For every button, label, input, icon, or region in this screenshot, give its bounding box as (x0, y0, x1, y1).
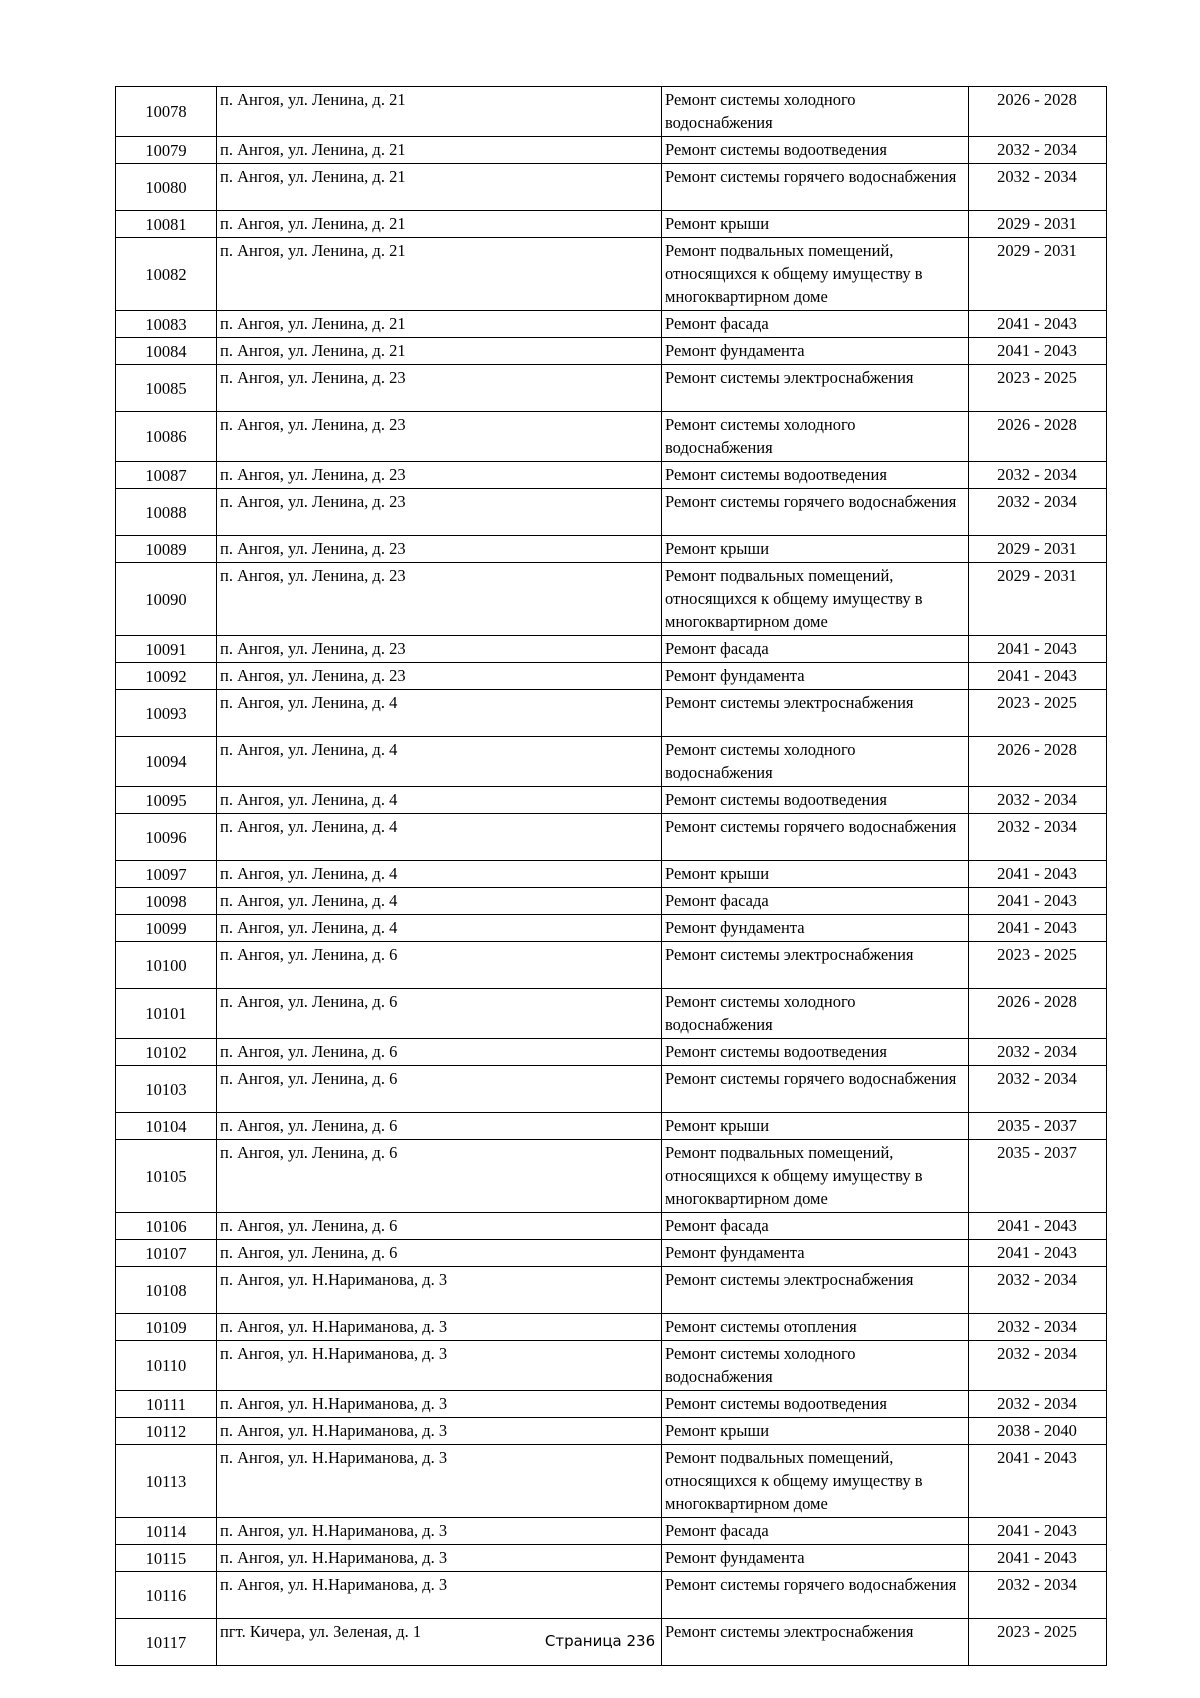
table-row (116, 1140, 1107, 1213)
table-row (116, 462, 1107, 489)
address-cell: п. Ангоя, ул. Ленина, д. 4 (217, 861, 662, 888)
address-cell: п. Ангоя, ул. Ленина, д. 4 (217, 690, 662, 737)
page-number: Страница 236 (544, 1632, 656, 1650)
work-type-cell: Ремонт подвальных помещений, относящихся к общему имуществу в многоквартирном доме (662, 563, 969, 636)
row-number: 10102 (116, 1039, 217, 1066)
work-type-cell: Ремонт крыши (662, 1113, 969, 1140)
row-number: 10082 (116, 238, 217, 311)
period-cell: 2032 - 2034 (969, 1066, 1107, 1113)
work-type-cell: Ремонт системы холодного водоснабжения (662, 737, 969, 787)
row-number: 10106 (116, 1213, 217, 1240)
work-type-cell: Ремонт фасада (662, 636, 969, 663)
period-cell: 2041 - 2043 (969, 888, 1107, 915)
period-cell: 2026 - 2028 (969, 412, 1107, 462)
period-cell: 2029 - 2031 (969, 536, 1107, 563)
table-row (116, 1418, 1107, 1445)
table-row (116, 814, 1107, 861)
address-cell: п. Ангоя, ул. Ленина, д. 23 (217, 663, 662, 690)
row-number: 10115 (116, 1545, 217, 1572)
address-cell: п. Ангоя, ул. Ленина, д. 6 (217, 1113, 662, 1140)
row-number: 10112 (116, 1418, 217, 1445)
work-type-cell: Ремонт системы электроснабжения (662, 1267, 969, 1314)
period-cell: 2032 - 2034 (969, 1314, 1107, 1341)
table-row (116, 1518, 1107, 1545)
row-number: 10098 (116, 888, 217, 915)
address-cell: п. Ангоя, ул. Ленина, д. 23 (217, 489, 662, 536)
address-cell: п. Ангоя, ул. Ленина, д. 21 (217, 338, 662, 365)
table-row (116, 1039, 1107, 1066)
row-number: 10094 (116, 737, 217, 787)
table-row (116, 1545, 1107, 1572)
address-cell: п. Ангоя, ул. Ленина, д. 4 (217, 814, 662, 861)
table-row (116, 1445, 1107, 1518)
row-number: 10078 (116, 87, 217, 137)
row-number: 10095 (116, 787, 217, 814)
table-row (116, 861, 1107, 888)
table-row (116, 87, 1107, 137)
period-cell: 2041 - 2043 (969, 1213, 1107, 1240)
table-row (116, 1267, 1107, 1314)
work-type-cell: Ремонт системы электроснабжения (662, 942, 969, 989)
row-number: 10111 (116, 1391, 217, 1418)
address-cell: п. Ангоя, ул. Ленина, д. 21 (217, 87, 662, 137)
work-type-cell: Ремонт системы электроснабжения (662, 690, 969, 737)
address-cell: п. Ангоя, ул. Ленина, д. 21 (217, 311, 662, 338)
table-row (116, 1341, 1107, 1391)
address-cell: п. Ангоя, ул. Ленина, д. 21 (217, 211, 662, 238)
address-cell: п. Ангоя, ул. Ленина, д. 6 (217, 1213, 662, 1240)
table-row (116, 888, 1107, 915)
row-number: 10091 (116, 636, 217, 663)
work-type-cell: Ремонт фасада (662, 1518, 969, 1545)
row-number: 10079 (116, 137, 217, 164)
work-type-cell: Ремонт системы водоотведения (662, 137, 969, 164)
row-number: 10087 (116, 462, 217, 489)
row-number: 10103 (116, 1066, 217, 1113)
period-cell: 2041 - 2043 (969, 1445, 1107, 1518)
work-type-cell: Ремонт фасада (662, 888, 969, 915)
work-type-cell: Ремонт подвальных помещений, относящихся к общему имуществу в многоквартирном доме (662, 1140, 969, 1213)
work-type-cell: Ремонт фундамента (662, 1240, 969, 1267)
work-type-cell: Ремонт подвальных помещений, относящихся к общему имуществу в многоквартирном доме (662, 1445, 969, 1518)
row-number: 10081 (116, 211, 217, 238)
row-number: 10104 (116, 1113, 217, 1140)
row-number: 10092 (116, 663, 217, 690)
row-number: 10101 (116, 989, 217, 1039)
period-cell: 2041 - 2043 (969, 311, 1107, 338)
work-type-cell: Ремонт фундамента (662, 663, 969, 690)
row-number: 10117 (116, 1619, 217, 1666)
row-number: 10090 (116, 563, 217, 636)
table-row (116, 915, 1107, 942)
work-type-cell: Ремонт системы горячего водоснабжения (662, 814, 969, 861)
address-cell: п. Ангоя, ул. Ленина, д. 6 (217, 1066, 662, 1113)
table-row (116, 690, 1107, 737)
table-row (116, 365, 1107, 412)
table-row (116, 489, 1107, 536)
work-type-cell: Ремонт крыши (662, 1418, 969, 1445)
table-row (116, 338, 1107, 365)
address-cell: п. Ангоя, ул. Ленина, д. 23 (217, 462, 662, 489)
table-body (116, 87, 1107, 1666)
period-cell: 2041 - 2043 (969, 1240, 1107, 1267)
work-type-cell: Ремонт системы водоотведения (662, 462, 969, 489)
address-cell: п. Ангоя, ул. Н.Нариманова, д. 3 (217, 1545, 662, 1572)
address-cell: п. Ангоя, ул. Н.Нариманова, д. 3 (217, 1314, 662, 1341)
table-row (116, 663, 1107, 690)
row-number: 10109 (116, 1314, 217, 1341)
table-row (116, 1213, 1107, 1240)
address-cell: п. Ангоя, ул. Н.Нариманова, д. 3 (217, 1445, 662, 1518)
work-type-cell: Ремонт системы холодного водоснабжения (662, 87, 969, 137)
table-row (116, 311, 1107, 338)
period-cell: 2032 - 2034 (969, 1572, 1107, 1619)
row-number: 10093 (116, 690, 217, 737)
table-row (116, 942, 1107, 989)
address-cell: п. Ангоя, ул. Ленина, д. 4 (217, 787, 662, 814)
period-cell: 2041 - 2043 (969, 338, 1107, 365)
table-row (116, 1391, 1107, 1418)
work-type-cell: Ремонт крыши (662, 211, 969, 238)
period-cell: 2032 - 2034 (969, 1391, 1107, 1418)
address-cell: п. Ангоя, ул. Ленина, д. 6 (217, 1240, 662, 1267)
row-number: 10110 (116, 1341, 217, 1391)
table-row (116, 536, 1107, 563)
address-cell: пгт. Кичера, ул. Зеленая, д. 1 (217, 1619, 662, 1666)
table-row (116, 737, 1107, 787)
row-number: 10086 (116, 412, 217, 462)
work-type-cell: Ремонт системы электроснабжения (662, 1619, 969, 1666)
table-row (116, 137, 1107, 164)
address-cell: п. Ангоя, ул. Ленина, д. 4 (217, 915, 662, 942)
work-type-cell: Ремонт крыши (662, 536, 969, 563)
table-row (116, 1240, 1107, 1267)
work-type-cell: Ремонт системы отопления (662, 1314, 969, 1341)
address-cell: п. Ангоя, ул. Н.Нариманова, д. 3 (217, 1267, 662, 1314)
address-cell: п. Ангоя, ул. Н.Нариманова, д. 3 (217, 1518, 662, 1545)
work-type-cell: Ремонт крыши (662, 861, 969, 888)
period-cell: 2041 - 2043 (969, 915, 1107, 942)
period-cell: 2023 - 2025 (969, 942, 1107, 989)
work-type-cell: Ремонт системы холодного водоснабжения (662, 1341, 969, 1391)
address-cell: п. Ангоя, ул. Ленина, д. 6 (217, 942, 662, 989)
period-cell: 2032 - 2034 (969, 489, 1107, 536)
work-type-cell: Ремонт фундамента (662, 338, 969, 365)
address-cell: п. Ангоя, ул. Ленина, д. 23 (217, 412, 662, 462)
row-number: 10114 (116, 1518, 217, 1545)
period-cell: 2032 - 2034 (969, 1267, 1107, 1314)
row-number: 10084 (116, 338, 217, 365)
work-type-cell: Ремонт подвальных помещений, относящихся к общему имуществу в многоквартирном доме (662, 238, 969, 311)
period-cell: 2032 - 2034 (969, 164, 1107, 211)
period-cell: 2029 - 2031 (969, 238, 1107, 311)
table-row (116, 989, 1107, 1039)
address-cell: п. Ангоя, ул. Ленина, д. 4 (217, 888, 662, 915)
period-cell: 2026 - 2028 (969, 87, 1107, 137)
period-cell: 2023 - 2025 (969, 690, 1107, 737)
work-type-cell: Ремонт системы горячего водоснабжения (662, 489, 969, 536)
work-type-cell: Ремонт системы водоотведения (662, 787, 969, 814)
work-type-cell: Ремонт фундамента (662, 915, 969, 942)
row-number: 10089 (116, 536, 217, 563)
table-row (116, 787, 1107, 814)
period-cell: 2023 - 2025 (969, 1619, 1107, 1666)
period-cell: 2041 - 2043 (969, 636, 1107, 663)
table-row (116, 1066, 1107, 1113)
work-type-cell: Ремонт фасада (662, 311, 969, 338)
period-cell: 2029 - 2031 (969, 563, 1107, 636)
work-type-cell: Ремонт фундамента (662, 1545, 969, 1572)
period-cell: 2032 - 2034 (969, 462, 1107, 489)
work-type-cell: Ремонт системы электроснабжения (662, 365, 969, 412)
table-row (116, 636, 1107, 663)
work-type-cell: Ремонт системы холодного водоснабжения (662, 412, 969, 462)
period-cell: 2026 - 2028 (969, 737, 1107, 787)
work-type-cell: Ремонт системы горячего водоснабжения (662, 1066, 969, 1113)
table-row (116, 563, 1107, 636)
table-row (116, 1113, 1107, 1140)
period-cell: 2041 - 2043 (969, 663, 1107, 690)
address-cell: п. Ангоя, ул. Ленина, д. 23 (217, 563, 662, 636)
address-cell: п. Ангоя, ул. Ленина, д. 21 (217, 137, 662, 164)
address-cell: п. Ангоя, ул. Н.Нариманова, д. 3 (217, 1391, 662, 1418)
period-cell: 2038 - 2040 (969, 1418, 1107, 1445)
work-type-cell: Ремонт системы водоотведения (662, 1039, 969, 1066)
address-cell: п. Ангоя, ул. Ленина, д. 23 (217, 636, 662, 663)
period-cell: 2041 - 2043 (969, 861, 1107, 888)
period-cell: 2041 - 2043 (969, 1518, 1107, 1545)
address-cell: п. Ангоя, ул. Н.Нариманова, д. 3 (217, 1418, 662, 1445)
address-cell: п. Ангоя, ул. Н.Нариманова, д. 3 (217, 1572, 662, 1619)
address-cell: п. Ангоя, ул. Ленина, д. 6 (217, 1039, 662, 1066)
work-type-cell: Ремонт системы горячего водоснабжения (662, 1572, 969, 1619)
table-row (116, 412, 1107, 462)
work-type-cell: Ремонт системы холодного водоснабжения (662, 989, 969, 1039)
period-cell: 2032 - 2034 (969, 1341, 1107, 1391)
row-number: 10099 (116, 915, 217, 942)
address-cell: п. Ангоя, ул. Ленина, д. 23 (217, 365, 662, 412)
address-cell: п. Ангоя, ул. Ленина, д. 6 (217, 1140, 662, 1213)
program-table (115, 86, 1107, 1666)
address-cell: п. Ангоя, ул. Ленина, д. 6 (217, 989, 662, 1039)
period-cell: 2032 - 2034 (969, 1039, 1107, 1066)
work-type-cell: Ремонт системы горячего водоснабжения (662, 164, 969, 211)
period-cell: 2029 - 2031 (969, 211, 1107, 238)
row-number: 10097 (116, 861, 217, 888)
period-cell: 2026 - 2028 (969, 989, 1107, 1039)
period-cell: 2023 - 2025 (969, 365, 1107, 412)
work-type-cell: Ремонт фасада (662, 1213, 969, 1240)
row-number: 10096 (116, 814, 217, 861)
period-cell: 2032 - 2034 (969, 137, 1107, 164)
table-row (116, 164, 1107, 211)
table-row (116, 238, 1107, 311)
address-cell: п. Ангоя, ул. Н.Нариманова, д. 3 (217, 1341, 662, 1391)
row-number: 10100 (116, 942, 217, 989)
table-row (116, 1572, 1107, 1619)
work-type-cell: Ремонт системы водоотведения (662, 1391, 969, 1418)
period-cell: 2035 - 2037 (969, 1140, 1107, 1213)
address-cell: п. Ангоя, ул. Ленина, д. 4 (217, 737, 662, 787)
row-number: 10108 (116, 1267, 217, 1314)
row-number: 10113 (116, 1445, 217, 1518)
row-number: 10105 (116, 1140, 217, 1213)
period-cell: 2041 - 2043 (969, 1545, 1107, 1572)
table-row (116, 1314, 1107, 1341)
period-cell: 2035 - 2037 (969, 1113, 1107, 1140)
period-cell: 2032 - 2034 (969, 787, 1107, 814)
row-number: 10085 (116, 365, 217, 412)
row-number: 10083 (116, 311, 217, 338)
address-cell: п. Ангоя, ул. Ленина, д. 21 (217, 164, 662, 211)
row-number: 10116 (116, 1572, 217, 1619)
row-number: 10080 (116, 164, 217, 211)
address-cell: п. Ангоя, ул. Ленина, д. 21 (217, 238, 662, 311)
row-number: 10088 (116, 489, 217, 536)
period-cell: 2032 - 2034 (969, 814, 1107, 861)
address-cell: п. Ангоя, ул. Ленина, д. 23 (217, 536, 662, 563)
table-row (116, 211, 1107, 238)
row-number: 10107 (116, 1240, 217, 1267)
